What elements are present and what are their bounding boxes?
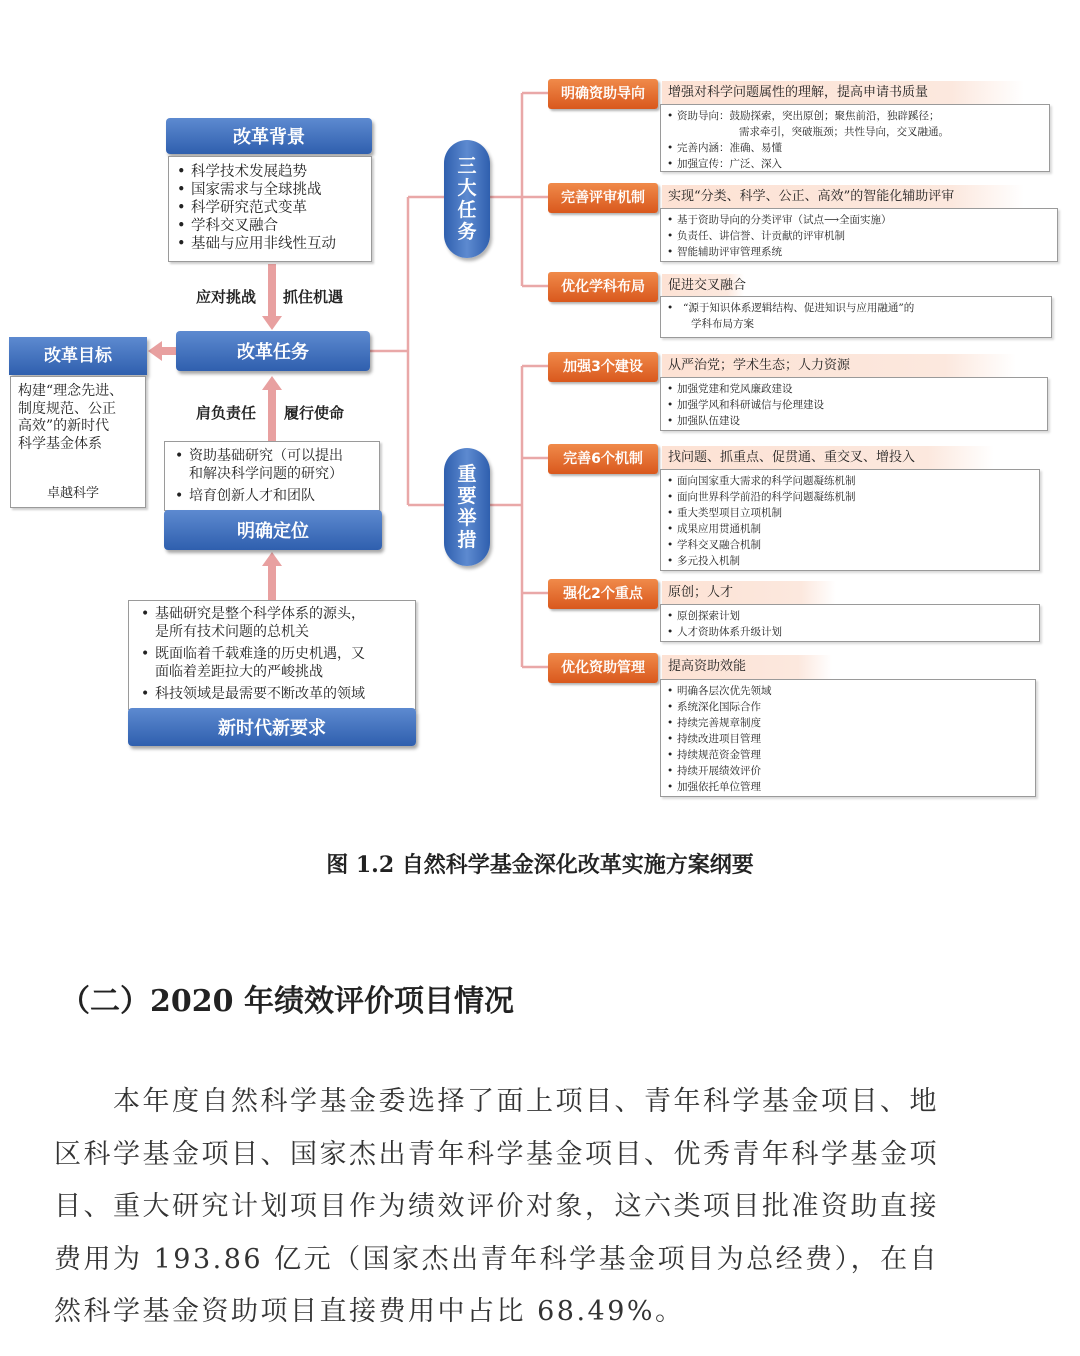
new-era-item-line: • 基础研究是整个科学体系的源头，	[155, 606, 365, 622]
branch-tag: 优化资助管理	[548, 653, 658, 683]
three-tasks-char: 大	[457, 177, 477, 199]
key-measures-char: 要	[457, 485, 477, 507]
key-measures-char: 措	[457, 529, 477, 551]
label-respond-challenge: 应对挑战	[196, 288, 257, 306]
goal-text-line: 高效”的新时代	[18, 418, 110, 434]
branch-item: • 基于资助导向的分类评审（试点⟶全面实施）	[665, 212, 1053, 228]
positioning-item	[171, 447, 379, 483]
branch-item	[665, 108, 1045, 140]
branch-item: • 多元投入机制	[665, 553, 1035, 569]
branch-items	[660, 679, 1036, 797]
branch-item: • 面向国家重大需求的科学问题凝练机制	[665, 473, 1035, 489]
paragraph-line: 然科学基金资助项目直接费用中占比 68.49%。	[54, 1296, 685, 1327]
branch-title: 从严治党；学术生态；人力资源	[662, 354, 1016, 378]
positioning-item-line: • 资助基础研究（可以提出	[189, 448, 343, 464]
branch-items	[660, 604, 1040, 642]
figure-caption: 图 1.2 自然科学基金深化改革实施方案纲要	[326, 852, 754, 878]
goal-text-line: 制度规范、公正	[18, 400, 116, 417]
branch-title: 提高资助效能	[662, 655, 832, 679]
paragraph-line: 本年度自然科学基金委选择了面上项目、青年科学基金项目、地	[54, 1086, 939, 1117]
key-measures-char: 重	[457, 463, 477, 485]
new-era-item-line: 是所有技术问题的总机关	[155, 624, 309, 640]
background-item: • 学科交叉融合	[173, 217, 371, 235]
background-header	[166, 118, 372, 154]
goal-bottom: 卓越科学	[47, 486, 100, 501]
branch-item-line: 需求牵引，突破瓶颈；共性导向，交叉融通。	[739, 126, 949, 138]
branch-item: • 负责任、讲信誉、计贡献的评审机制	[665, 228, 1053, 244]
branch-item	[665, 300, 1047, 332]
label-fulfill-mission: 履行使命	[284, 404, 345, 422]
background-title: 改革背景	[233, 127, 305, 148]
new-era-item	[137, 605, 415, 641]
new-era-item: • 科技领域是最需要不断改革的领域	[137, 685, 415, 703]
goal-box	[10, 376, 146, 508]
background-item: • 科学技术发展趋势	[173, 163, 371, 181]
three-tasks-char: 任	[457, 199, 477, 221]
three-tasks-char: 三	[457, 155, 477, 177]
goal-text-line: 科学基金体系	[18, 435, 102, 452]
branch-items	[660, 469, 1040, 571]
branch-title: 增强对科学问题属性的理解，提高申请书质量	[662, 81, 1024, 105]
branch-item-line: • “源于知识体系逻辑结构、促进知识与应用融通”的	[683, 302, 915, 314]
branch-title: 找问题、抓重点、促贯通、重交叉、增投入	[662, 446, 994, 470]
branch-tag: 优化学科布局	[548, 272, 658, 302]
branch-item: • 加强队伍建设	[665, 413, 1043, 429]
key-measures-oval	[444, 448, 490, 566]
positioning-header	[164, 510, 382, 550]
branch-item: • 加强学风和科研诚信与伦理建设	[665, 397, 1043, 413]
branch-tag: 加强3个建设	[548, 352, 658, 382]
positioning-box	[164, 441, 380, 511]
branch-item: • 完善内涵：准确、易懂	[665, 140, 1045, 156]
branch-title: 原创；人才	[662, 581, 836, 605]
key-measures-char: 举	[457, 507, 477, 529]
branch-item: • 加强宣传：广泛、深入	[665, 156, 1045, 172]
branch-tag: 强化2个重点	[548, 579, 658, 609]
branch-item-line: 学科布局方案	[691, 318, 754, 330]
background-item: • 基础与应用非线性互动	[173, 235, 371, 253]
branch-items	[660, 208, 1058, 262]
goal-text-line: 构建“理念先进、	[18, 383, 124, 399]
goal-title: 改革目标	[44, 346, 112, 366]
body-paragraph	[54, 1076, 1044, 1339]
branch-items	[660, 296, 1052, 338]
paragraph-line: 区科学基金项目、国家杰出青年科学基金项目、优秀青年科学基金项	[54, 1138, 939, 1170]
three-tasks-oval	[444, 140, 490, 258]
branch-item: • 学科交叉融合机制	[665, 537, 1035, 553]
branch-title: 促进交叉融合	[662, 274, 744, 298]
new-era-item-line: 面临着差距拉大的严峻挑战	[155, 664, 323, 680]
three-tasks-char: 务	[457, 221, 477, 243]
paragraph-line: 费用为 193.86 亿元（国家杰出青年科学基金项目为总经费），在自	[54, 1243, 940, 1275]
branch-item: • 持续改进项目管理	[665, 731, 1031, 747]
branch-items	[660, 377, 1048, 431]
branch-item: • 系统深化国际合作	[665, 699, 1031, 715]
positioning-title: 明确定位	[237, 521, 309, 542]
new-era-item-line: • 既面临着千载难逢的历史机遇，又	[155, 646, 365, 662]
new-era-box	[128, 600, 416, 710]
paragraph-line: 目、重大研究计划项目作为绩效评价对象，这六类项目批准资助直接	[54, 1191, 939, 1222]
branch-item: • 持续规范资金管理	[665, 747, 1031, 763]
branch-item: • 重大类型项目立项机制	[665, 505, 1035, 521]
background-box	[168, 156, 372, 262]
branch-items	[660, 104, 1050, 172]
positioning-item: • 培育创新人才和团队	[171, 487, 379, 505]
branch-item: • 智能辅助评审管理系统	[665, 244, 1053, 260]
branch-item: • 持续开展绩效评价	[665, 763, 1031, 779]
goal-header	[9, 337, 147, 375]
branch-tag: 完善6个机制	[548, 444, 658, 474]
task-box	[176, 331, 370, 371]
branch-item: • 原创探索计划	[665, 608, 1035, 624]
background-item: • 国家需求与全球挑战	[173, 181, 371, 199]
new-era-title: 新时代新要求	[218, 718, 326, 739]
label-seize-opportunity: 抓住机遇	[283, 288, 344, 306]
branch-item: • 加强依托单位管理	[665, 779, 1031, 795]
branch-item: • 成果应用贯通机制	[665, 521, 1035, 537]
background-item: • 科学研究范式变革	[173, 199, 371, 217]
branch-title: 实现“分类、科学、公正、高效”的智能化辅助评审	[662, 185, 1024, 209]
section-heading: （二）2020 年绩效评价项目情况	[60, 984, 514, 1019]
branch-item: • 明确各层次优先领域	[665, 683, 1031, 699]
branch-item: • 人才资助体系升级计划	[665, 624, 1035, 640]
positioning-item-line: 和解决科学问题的研究）	[189, 466, 343, 482]
branch-item: • 持续完善规章制度	[665, 715, 1031, 731]
branch-tag: 明确资助导向	[548, 79, 658, 109]
branch-item-line: • 资助导向：鼓励探索，突出原创；聚焦前沿，独辟蹊径；	[677, 110, 940, 122]
branch-item: • 面向世界科学前沿的科学问题凝练机制	[665, 489, 1035, 505]
branch-tag: 完善评审机制	[548, 183, 658, 213]
branch-item: • 加强党建和党风廉政建设	[665, 381, 1043, 397]
new-era-item	[137, 645, 415, 681]
task-title: 改革任务	[237, 342, 309, 363]
new-era-header	[128, 708, 416, 746]
label-shoulder-responsibility: 肩负责任	[196, 404, 257, 422]
